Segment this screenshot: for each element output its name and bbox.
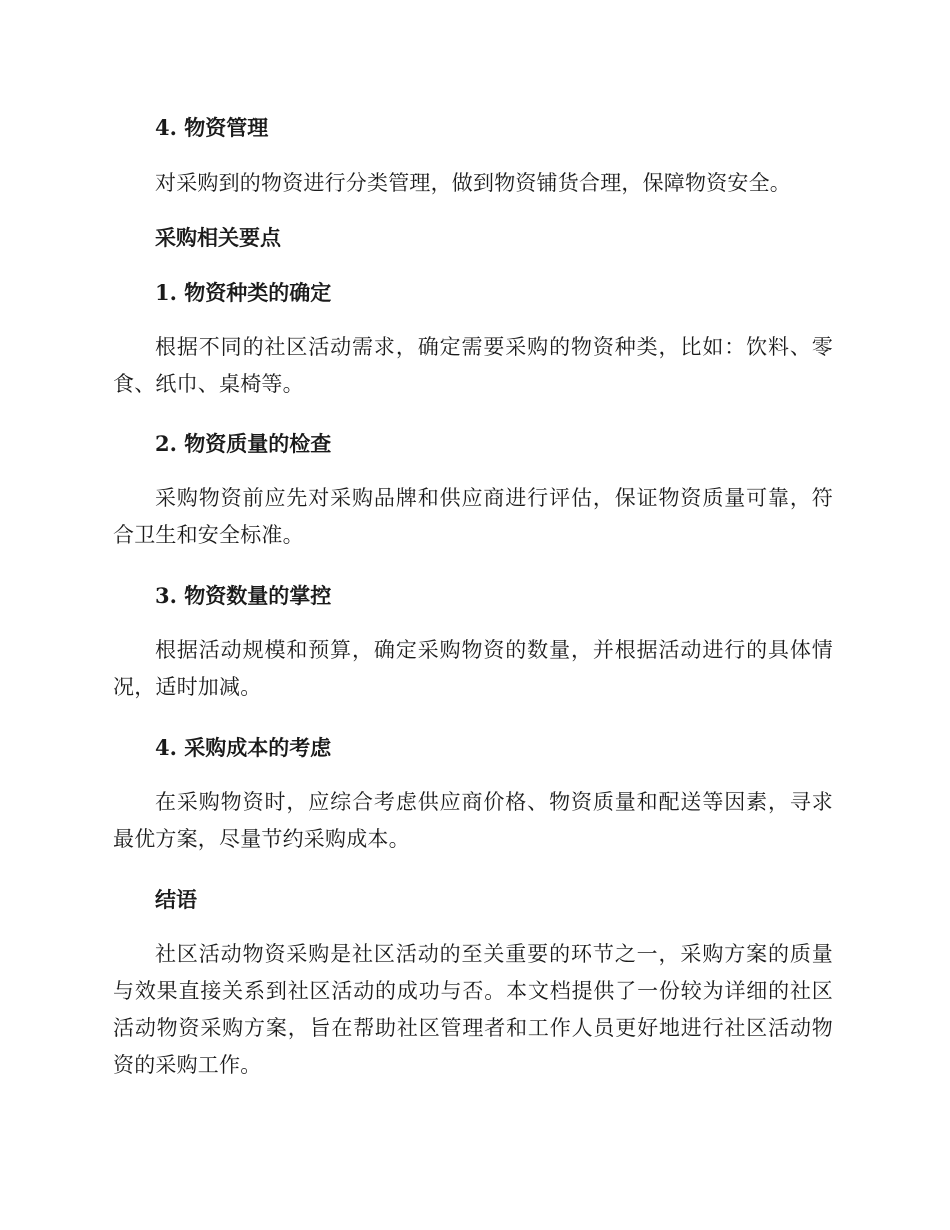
paragraph-conclusion: 社区活动物资采购是社区活动的至关重要的环节之一，采购方案的质量与效果直接关系到社区活动的成功与否。本文档提供了一份较为详细的社区活动物资采购方案，旨在帮助社区管理者和工作人员更好地进行社区活动物资的采购工作。: [113, 942, 833, 1077]
section-heading-conclusion: 结语: [155, 887, 197, 912]
section-heading-procurement-points: 采购相关要点: [155, 225, 281, 250]
subheading-material-types: 1. 物资种类的确定: [155, 280, 332, 305]
subheading-quality-check: 2. 物资质量的检查: [155, 431, 332, 456]
paragraph-quality-check: 采购物资前应先对采购品牌和供应商进行评估，保证物资质量可靠，符合卫生和安全标准。: [113, 486, 833, 547]
paragraph-cost-consideration: 在采购物资时，应综合考虑供应商价格、物资质量和配送等因素，寻求最优方案，尽量节约采购成本。: [113, 790, 833, 851]
paragraph-material-management: 对采购到的物资进行分类管理，做到物资铺货合理，保障物资安全。: [155, 171, 791, 195]
subheading-quantity-control: 3. 物资数量的掌控: [155, 583, 332, 608]
paragraph-material-types: 根据不同的社区活动需求，确定需要采购的物资种类，比如：饮料、零食、纸巾、桌椅等。: [113, 335, 833, 396]
subheading-cost-consideration: 4. 采购成本的考虑: [155, 735, 332, 760]
section-heading-material-management: 4. 物资管理: [155, 115, 269, 140]
paragraph-quantity-control: 根据活动规模和预算，确定采购物资的数量，并根据活动进行的具体情况，适时加减。: [113, 638, 833, 699]
